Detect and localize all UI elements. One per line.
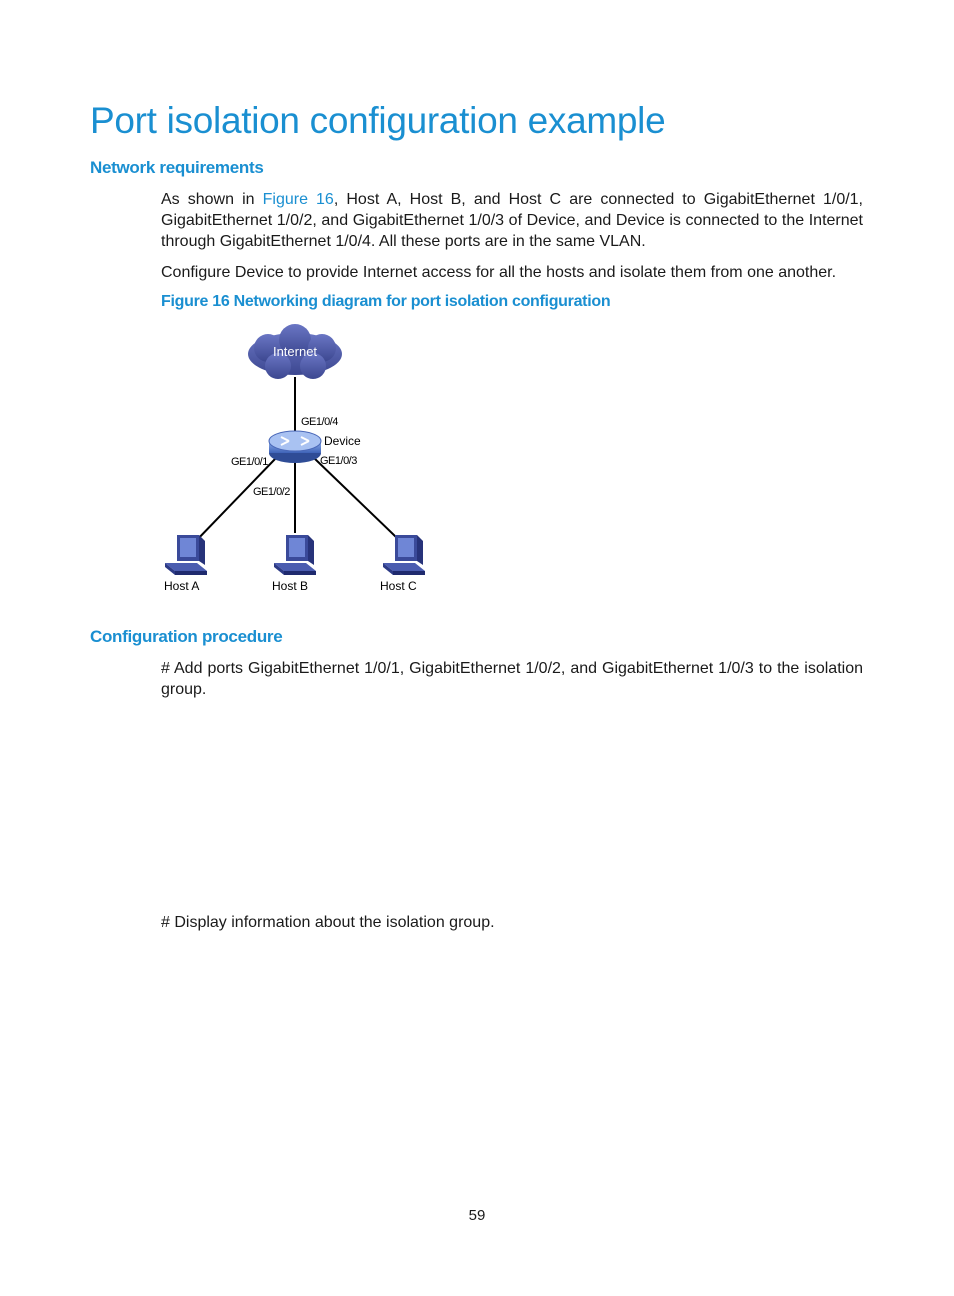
port-label-ge4: GE1/0/4	[301, 416, 338, 428]
host-c-label: Host C	[380, 579, 417, 593]
host-a-computer-icon	[165, 535, 207, 575]
internet-label: Internet	[272, 344, 318, 359]
heading-configuration-procedure: Configuration procedure	[90, 627, 283, 646]
host-b-label: Host B	[272, 579, 309, 593]
paragraph-configure-goal: Configure Device to provide Internet access for all the hosts and isolate them from one another.	[161, 264, 837, 281]
device-label: Device	[324, 434, 361, 448]
page-title: Port isolation configuration example	[90, 100, 666, 141]
paragraph-step-add-ports: # Add ports GigabitEthernet 1/0/1, GigabitEthernet 1/0/2, and GigabitEthernet 1/0/3 to the isolation group.	[161, 660, 863, 698]
paragraph-step-display-info: # Display information about the isolation group.	[161, 914, 495, 931]
host-a-label: Host A	[164, 579, 200, 593]
port-label-ge3: GE1/0/3	[320, 455, 357, 467]
switch-device-icon	[269, 431, 321, 463]
host-c-computer-icon	[383, 535, 425, 575]
link-device-host-c	[314, 458, 396, 537]
page-number: 59	[468, 1207, 486, 1224]
heading-network-requirements: Network requirements	[90, 158, 264, 177]
host-b-computer-icon	[274, 535, 316, 575]
paragraph-network-description	[161, 189, 863, 252]
network-diagram	[150, 322, 450, 602]
port-label-ge1: GE1/0/1	[231, 456, 268, 468]
paragraph-text-start: As shown in	[161, 191, 263, 208]
port-label-ge2: GE1/0/2	[253, 486, 290, 498]
figure-16-link[interactable]: Figure 16	[262, 191, 334, 208]
figure-caption: Figure 16 Networking diagram for port isolation configuration	[161, 293, 611, 310]
link-device-host-a	[194, 458, 276, 543]
paragraph-text-end: , Host A, Host B, and Host C are connected to GigabitEthernet 1/0/1, GigabitEthernet 1/0/2, and GigabitEthernet 1/0/3 of Device, and Device is connected to the Internet through GigabitEthernet 1/0/4. All these ports are in the same VLAN.	[161, 191, 864, 250]
